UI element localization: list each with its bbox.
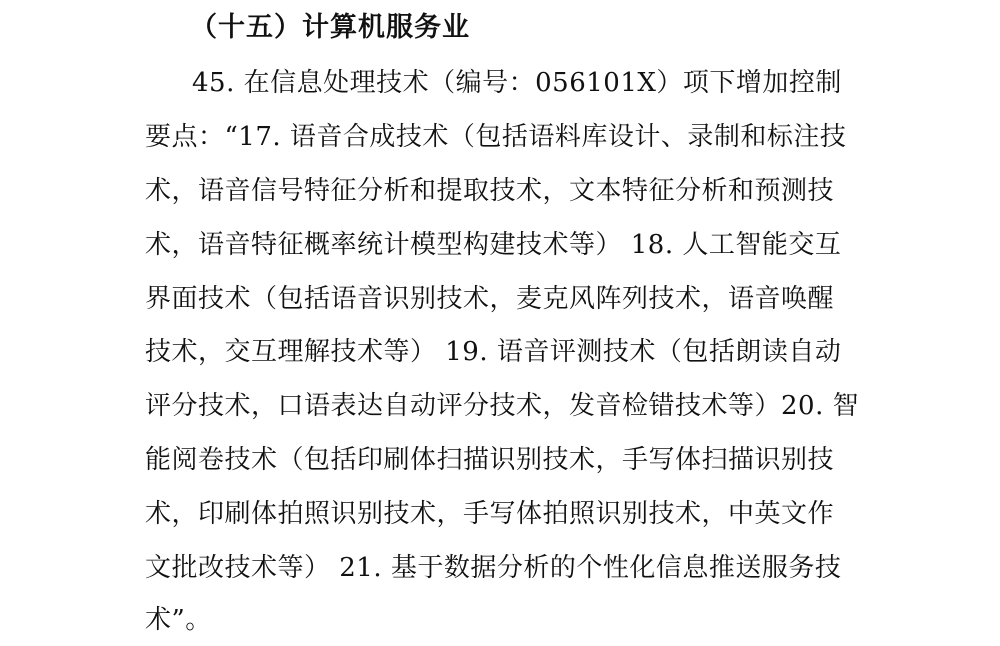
paragraph-line-2: 要点：“17. 语音合成技术（包括语料库设计、录制和标注技 — [145, 122, 847, 152]
paragraph-line-4: 术，语音特征概率统计模型构建技术等） 18. 人工智能交互 — [145, 230, 842, 260]
paragraph-line-11: 术”。 — [145, 605, 212, 635]
paragraph-line-8: 能阅卷技术（包括印刷体扫描识别技术，手写体扫描识别技 — [145, 445, 835, 475]
paragraph-line-6: 技术，交互理解技术等） 19. 语音评测技术（包括朗读自动 — [145, 337, 842, 367]
paragraph-line-9: 术，印刷体拍照识别技术，手写体拍照识别技术，中英文作 — [145, 499, 835, 529]
paragraph-line-3: 术，语音信号特征分析和提取技术，文本特征分析和预测技 — [145, 176, 835, 206]
paragraph-line-1: 45. 在信息处理技术（编号：056101X）项下增加控制 — [192, 68, 842, 98]
section-heading: （十五）计算机服务业 — [190, 12, 470, 43]
paragraph-line-7: 评分技术，口语表达自动评分技术，发音检错技术等）20. 智 — [145, 391, 860, 421]
paragraph-line-5: 界面技术（包括语音识别技术，麦克风阵列技术，语音唤醒 — [145, 284, 835, 314]
paragraph-line-10: 文批改技术等） 21. 基于数据分析的个性化信息推送服务技 — [145, 553, 842, 583]
